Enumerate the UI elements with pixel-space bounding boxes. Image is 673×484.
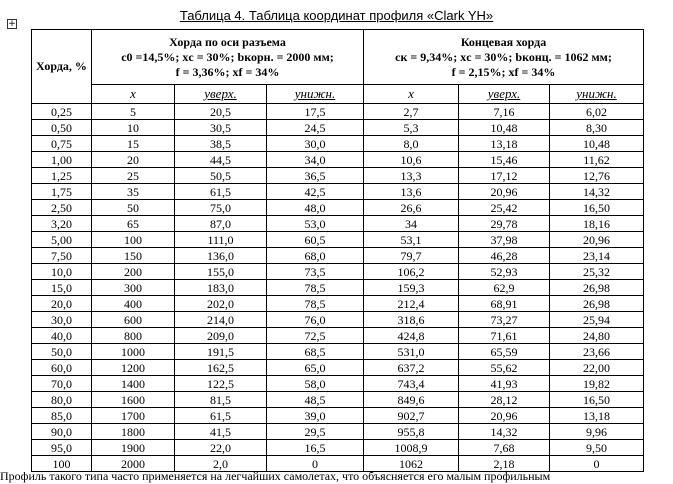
root-chord-header [92, 30, 364, 85]
table-cell: 50,5 [175, 168, 267, 184]
table-cell: 155,0 [175, 264, 267, 280]
table-row [32, 376, 644, 392]
table-cell: 202,0 [175, 296, 267, 312]
table-cell: 41,93 [459, 376, 550, 392]
table-cell: 0 [550, 456, 644, 472]
table-cell: 68,5 [267, 344, 364, 360]
table-cell: 13,18 [459, 136, 550, 152]
table-cell: 1400 [92, 376, 175, 392]
table-row [32, 104, 644, 120]
table-cell: 70,0 [32, 376, 92, 392]
table-cell: 46,28 [459, 248, 550, 264]
table-row [32, 360, 644, 376]
table-cell: 78,5 [267, 296, 364, 312]
table-cell: 15,46 [459, 152, 550, 168]
root-chord-title: Хорда по оси разъема [169, 34, 286, 49]
root-chord-params-1: c0 =14,5%; xc = 30%; bкорн. = 2000 мм; [121, 49, 334, 64]
table-cell: 1800 [92, 424, 175, 440]
table-cell: 26,98 [550, 280, 644, 296]
table-cell: 29,78 [459, 216, 550, 232]
table-cell: 1,00 [32, 152, 92, 168]
table-cell: 16,50 [550, 392, 644, 408]
table-cell: 15,0 [32, 280, 92, 296]
table-cell: 1000 [92, 344, 175, 360]
table-cell: 14,32 [459, 424, 550, 440]
table-cell: 902,7 [364, 408, 459, 424]
table-cell: 1900 [92, 440, 175, 456]
table-cell: 800 [92, 328, 175, 344]
table-cell: 29,5 [267, 424, 364, 440]
table-cell: 60,5 [267, 232, 364, 248]
table-cell: 2,18 [459, 456, 550, 472]
table-cell: 424,8 [364, 328, 459, 344]
table-cell: 162,5 [175, 360, 267, 376]
table-cell: 95,0 [32, 440, 92, 456]
table-row [32, 136, 644, 152]
table-row [32, 424, 644, 440]
footer-paragraph: Профиль такого типа часто применяется на легчайших самолетах, что объясняется его малым профильным [0, 469, 551, 483]
coordinates-table [31, 29, 644, 472]
table-cell: 36,5 [267, 168, 364, 184]
table-cell: 76,0 [267, 312, 364, 328]
table-row [32, 328, 644, 344]
table-cell: 20,0 [32, 296, 92, 312]
table-row [32, 392, 644, 408]
tip-chord-params-2: f = 2,15%; xf = 34% [451, 64, 556, 79]
table-caption: Таблица 4. Таблица координат профиля «Clark YH» [179, 8, 494, 23]
table-cell: 8,30 [550, 120, 644, 136]
table-cell: 25,42 [459, 200, 550, 216]
table-cell: 22,00 [550, 360, 644, 376]
table-cell: 1200 [92, 360, 175, 376]
table-cell: 39,0 [267, 408, 364, 424]
table-cell: 7,68 [459, 440, 550, 456]
col-x-tip: x [364, 85, 459, 104]
table-cell: 26,98 [550, 296, 644, 312]
table-cell: 30,0 [32, 312, 92, 328]
table-row [32, 264, 644, 280]
table-cell: 300 [92, 280, 175, 296]
table-cell: 2,50 [32, 200, 92, 216]
table-cell: 3,20 [32, 216, 92, 232]
table-cell: 5,00 [32, 232, 92, 248]
chord-header: Хорда, % [32, 30, 92, 104]
table-cell: 73,5 [267, 264, 364, 280]
table-cell: 13,6 [364, 184, 459, 200]
table-cell: 9,96 [550, 424, 644, 440]
table-cell: 20 [92, 152, 175, 168]
table-cell: 1600 [92, 392, 175, 408]
table-cell: 100 [32, 456, 92, 472]
tip-chord-header [364, 30, 644, 85]
table-cell: 106,2 [364, 264, 459, 280]
table-cell: 42,5 [267, 184, 364, 200]
table-cell: 0,75 [32, 136, 92, 152]
table-cell: 9,50 [550, 440, 644, 456]
table-cell: 7,16 [459, 104, 550, 120]
table-cell: 24,5 [267, 120, 364, 136]
table-cell: 743,4 [364, 376, 459, 392]
tip-chord-params-1: cк = 9,34%; xc = 30%; bконц. = 1062 мм; [395, 49, 612, 64]
table-cell: 52,93 [459, 264, 550, 280]
table-cell: 80,0 [32, 392, 92, 408]
table-cell: 1062 [364, 456, 459, 472]
table-cell: 34,0 [267, 152, 364, 168]
table-cell: 75,0 [175, 200, 267, 216]
table-row [32, 168, 644, 184]
table-row [32, 152, 644, 168]
table-cell: 61,5 [175, 184, 267, 200]
table-cell: 15 [92, 136, 175, 152]
table-cell: 37,98 [459, 232, 550, 248]
table-cell: 34 [364, 216, 459, 232]
table-cell: 2,7 [364, 104, 459, 120]
table-cell: 955,8 [364, 424, 459, 440]
table-row [32, 440, 644, 456]
table-cell: 26,6 [364, 200, 459, 216]
table-cell: 1008,9 [364, 440, 459, 456]
table-cell: 38,5 [175, 136, 267, 152]
table-cell: 73,27 [459, 312, 550, 328]
table-cell: 637,2 [364, 360, 459, 376]
table-cell: 40,0 [32, 328, 92, 344]
table-cell: 81,5 [175, 392, 267, 408]
table-cell: 12,76 [550, 168, 644, 184]
table-cell: 150 [92, 248, 175, 264]
table-cell: 531,0 [364, 344, 459, 360]
table-cell: 58,0 [267, 376, 364, 392]
table-cell: 18,16 [550, 216, 644, 232]
table-cell: 30,0 [267, 136, 364, 152]
table-cell: 600 [92, 312, 175, 328]
table-cell: 209,0 [175, 328, 267, 344]
root-chord-params-2: f = 3,36%; xf = 34% [175, 64, 280, 79]
table-cell: 71,61 [459, 328, 550, 344]
col-yupper-root: yверх. [175, 85, 267, 104]
table-cell: 0 [267, 456, 364, 472]
table-cell: 5 [92, 104, 175, 120]
table-cell: 20,96 [550, 232, 644, 248]
table-row [32, 232, 644, 248]
table-row [32, 312, 644, 328]
table-row [32, 120, 644, 136]
table-cell: 48,5 [267, 392, 364, 408]
table-cell: 41,5 [175, 424, 267, 440]
table-row [32, 280, 644, 296]
table-cell: 25,94 [550, 312, 644, 328]
table-body [32, 104, 644, 472]
table-cell: 122,5 [175, 376, 267, 392]
table-cell: 1,75 [32, 184, 92, 200]
table-cell: 5,3 [364, 120, 459, 136]
col-ylower-tip: yнижн. [550, 85, 644, 104]
table-cell: 1,25 [32, 168, 92, 184]
col-yupper-tip: yверх. [459, 85, 550, 104]
table-row [32, 216, 644, 232]
table-cell: 20,96 [459, 408, 550, 424]
table-cell: 13,3 [364, 168, 459, 184]
table-cell: 6,02 [550, 104, 644, 120]
table-cell: 0,50 [32, 120, 92, 136]
table-cell: 23,14 [550, 248, 644, 264]
table-cell: 400 [92, 296, 175, 312]
table-cell: 318,6 [364, 312, 459, 328]
table-cell: 10,48 [459, 120, 550, 136]
table-cell: 50,0 [32, 344, 92, 360]
table-cell: 25 [92, 168, 175, 184]
table-cell: 7,50 [32, 248, 92, 264]
table-cell: 79,7 [364, 248, 459, 264]
table-cell: 849,6 [364, 392, 459, 408]
table-cell: 23,66 [550, 344, 644, 360]
table-cell: 13,18 [550, 408, 644, 424]
table-cell: 35 [92, 184, 175, 200]
table-cell: 100 [92, 232, 175, 248]
table-cell: 10,6 [364, 152, 459, 168]
table-row [32, 248, 644, 264]
table-cell: 61,5 [175, 408, 267, 424]
table-row [32, 296, 644, 312]
table-cell: 200 [92, 264, 175, 280]
table-cell: 65,0 [267, 360, 364, 376]
table-cell: 14,32 [550, 184, 644, 200]
table-cell: 25,32 [550, 264, 644, 280]
table-cell: 17,12 [459, 168, 550, 184]
table-cell: 65 [92, 216, 175, 232]
table-cell: 212,4 [364, 296, 459, 312]
table-cell: 2000 [92, 456, 175, 472]
table-row [32, 408, 644, 424]
move-handle-icon[interactable]: + [8, 19, 16, 29]
table-cell: 10 [92, 120, 175, 136]
table-cell: 1700 [92, 408, 175, 424]
table-cell: 44,5 [175, 152, 267, 168]
table-cell: 24,80 [550, 328, 644, 344]
table-cell: 10,0 [32, 264, 92, 280]
table-cell: 68,0 [267, 248, 364, 264]
table-cell: 48,0 [267, 200, 364, 216]
table-cell: 8,0 [364, 136, 459, 152]
table-cell: 10,48 [550, 136, 644, 152]
table-cell: 62,9 [459, 280, 550, 296]
col-x-root: x [92, 85, 175, 104]
table-row [32, 200, 644, 216]
col-ylower-root: yнижн. [267, 85, 364, 104]
table-cell: 22,0 [175, 440, 267, 456]
table-cell: 50 [92, 200, 175, 216]
table-cell: 214,0 [175, 312, 267, 328]
table-cell: 60,0 [32, 360, 92, 376]
table-cell: 30,5 [175, 120, 267, 136]
table-cell: 20,96 [459, 184, 550, 200]
table-cell: 136,0 [175, 248, 267, 264]
table-cell: 17,5 [267, 104, 364, 120]
table-cell: 53,0 [267, 216, 364, 232]
table-cell: 28,12 [459, 392, 550, 408]
table-cell: 2,0 [175, 456, 267, 472]
table-cell: 183,0 [175, 280, 267, 296]
table-cell: 159,3 [364, 280, 459, 296]
table-cell: 90,0 [32, 424, 92, 440]
table-cell: 16,5 [267, 440, 364, 456]
table-cell: 16,50 [550, 200, 644, 216]
table-cell: 78,5 [267, 280, 364, 296]
table-cell: 191,5 [175, 344, 267, 360]
table-cell: 53,1 [364, 232, 459, 248]
table-cell: 11,62 [550, 152, 644, 168]
table-cell: 111,0 [175, 232, 267, 248]
table-row [32, 184, 644, 200]
table-cell: 72,5 [267, 328, 364, 344]
table-cell: 55,62 [459, 360, 550, 376]
table-cell: 68,91 [459, 296, 550, 312]
table-row [32, 344, 644, 360]
table-cell: 87,0 [175, 216, 267, 232]
table-cell: 0,25 [32, 104, 92, 120]
table-cell: 65,59 [459, 344, 550, 360]
table-cell: 85,0 [32, 408, 92, 424]
table-cell: 19,82 [550, 376, 644, 392]
table-cell: 20,5 [175, 104, 267, 120]
tip-chord-title: Концевая хорда [460, 34, 547, 49]
